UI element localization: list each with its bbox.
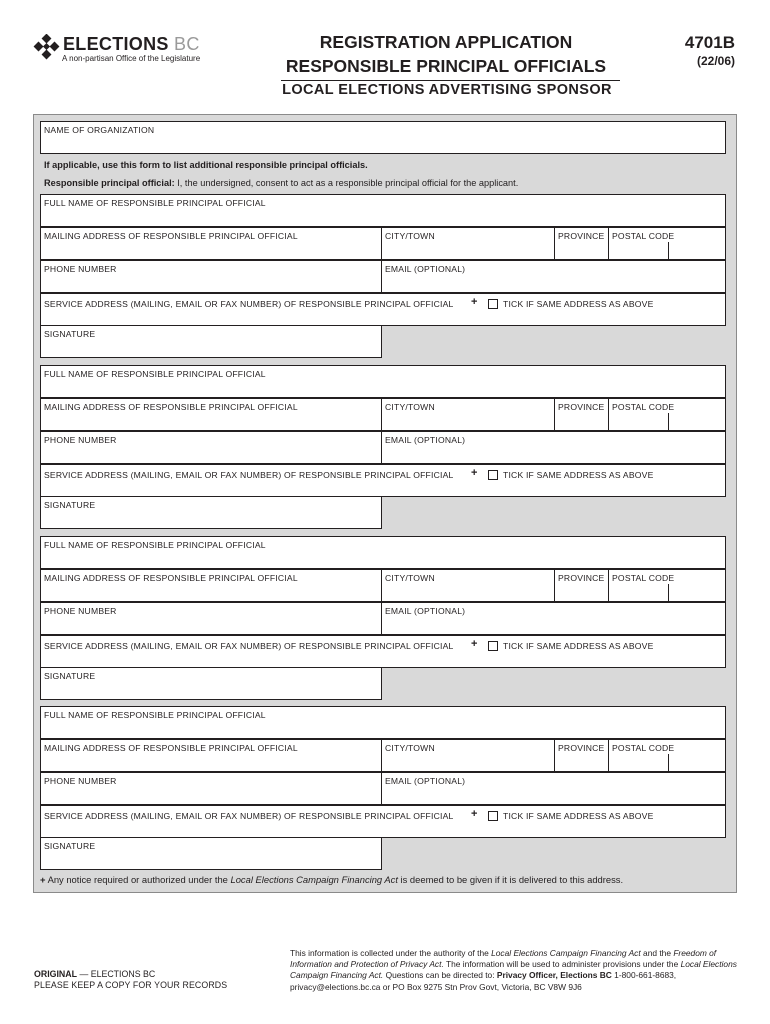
official-2-tick-label: TICK IF SAME ADDRESS AS ABOVE <box>503 470 654 480</box>
privacy-act-2: Freedom of Information and Protection of Privacy Act. <box>290 948 717 970</box>
privacy-act-1: Local Elections Campaign Financing Act <box>491 948 641 958</box>
official-2-same-address-checkbox[interactable] <box>488 470 498 480</box>
privacy-text-3: The information will be used to administer provisions under the <box>443 959 681 970</box>
official-3-signature-label: SIGNATURE <box>44 671 96 681</box>
form-date: (22/06) <box>696 54 735 68</box>
official-3-phone-row <box>40 602 726 635</box>
logo-bc: BC <box>174 34 200 54</box>
official-2-service-plus: + <box>471 467 478 479</box>
official-1-mailing-label: MAILING ADDRESS OF RESPONSIBLE PRINCIPAL OFFICIAL <box>44 231 298 241</box>
official-4-phone-row <box>40 772 726 805</box>
official-4-postal-split <box>668 754 669 771</box>
official-2-postal-split <box>668 413 669 430</box>
official-1-same-address-checkbox[interactable] <box>488 299 498 309</box>
logo-subtitle: A non-partisan Office of the Legislature <box>62 54 201 63</box>
notice-after: is deemed to be given if it is delivered to this address. <box>397 874 624 885</box>
notice-plus: + <box>40 874 46 885</box>
official-1-divider-city <box>381 228 382 259</box>
official-1-divider-province <box>554 228 555 259</box>
official-3-divider-province <box>554 570 555 601</box>
official-3-province-label: PROVINCE <box>558 573 605 583</box>
privacy-text-5: 1-800-661-8683, privacy@elections.bc.ca or PO Box 9275 Stn Prov Govt, Victoria, BC V8W 9J6 <box>290 970 677 992</box>
official-2-signature-field[interactable] <box>40 496 382 529</box>
official-2-phone-label: PHONE NUMBER <box>44 435 117 445</box>
official-4-mailing-row <box>40 739 726 772</box>
official-4-full-name-label: FULL NAME OF RESPONSIBLE PRINCIPAL OFFICIAL <box>44 710 266 720</box>
official-3-full-name-field[interactable] <box>40 536 726 569</box>
official-1-signature-field[interactable] <box>40 325 382 358</box>
official-4-divider-postal <box>608 740 609 771</box>
official-3-mailing-label: MAILING ADDRESS OF RESPONSIBLE PRINCIPAL OFFICIAL <box>44 573 298 583</box>
notice-before: Any notice required or authorized under the <box>45 874 231 885</box>
notice-act: Local Elections Campaign Financing Act <box>230 874 398 885</box>
official-4-full-name-field[interactable] <box>40 706 726 739</box>
official-3-tick-label: TICK IF SAME ADDRESS AS ABOVE <box>503 641 654 651</box>
privacy-text-4: Questions can be directed to: <box>383 970 497 981</box>
official-4-tick-label: TICK IF SAME ADDRESS AS ABOVE <box>503 811 654 821</box>
form-title-line2: RESPONSIBLE PRINCIPAL OFFICIALS <box>285 56 607 76</box>
official-1-postal-split <box>668 242 669 259</box>
official-3-divider-email <box>381 603 382 634</box>
official-2-full-name-label: FULL NAME OF RESPONSIBLE PRINCIPAL OFFICIAL <box>44 369 266 379</box>
official-4-mailing-label: MAILING ADDRESS OF RESPONSIBLE PRINCIPAL OFFICIAL <box>44 743 298 753</box>
official-1-signature-label: SIGNATURE <box>44 329 96 339</box>
official-1-phone-label: PHONE NUMBER <box>44 264 117 274</box>
official-4-service-label: SERVICE ADDRESS (MAILING, EMAIL OR FAX NUMBER) OF RESPONSIBLE PRINCIPAL OFFICIAL <box>44 811 454 821</box>
official-2-full-name-field[interactable] <box>40 365 726 398</box>
official-1-mailing-row <box>40 227 726 260</box>
footer-original-bold: ORIGINAL <box>34 969 78 979</box>
official-4-divider-email <box>381 773 382 804</box>
logo-mark-icon <box>33 34 61 62</box>
official-1-tick-label: TICK IF SAME ADDRESS AS ABOVE <box>503 299 654 309</box>
instruction-line1: If applicable, use this form to list additional responsible principal officials. <box>44 160 368 170</box>
official-2-phone-row <box>40 431 726 464</box>
privacy-contact: Privacy Officer, Elections BC <box>496 970 612 981</box>
notice-text <box>40 874 623 885</box>
official-1-full-name-label: FULL NAME OF RESPONSIBLE PRINCIPAL OFFICIAL <box>44 198 266 208</box>
official-4-same-address-checkbox[interactable] <box>488 811 498 821</box>
privacy-act-3: Local Elections Campaign Financing Act. <box>290 959 737 981</box>
official-3-postal-label: POSTAL CODE <box>612 573 675 583</box>
official-3-phone-label: PHONE NUMBER <box>44 606 117 616</box>
official-1-phone-row <box>40 260 726 293</box>
official-1-service-address-field[interactable] <box>40 293 726 326</box>
official-2-mailing-label: MAILING ADDRESS OF RESPONSIBLE PRINCIPAL OFFICIAL <box>44 402 298 412</box>
instruction-rest: I, the undersigned, consent to act as a responsible principal official for the applicant. <box>174 178 519 188</box>
official-3-full-name-label: FULL NAME OF RESPONSIBLE PRINCIPAL OFFICIAL <box>44 540 266 550</box>
official-2-divider-city <box>381 399 382 430</box>
official-4-city-label: CITY/TOWN <box>385 743 435 753</box>
official-4-service-plus: + <box>471 808 478 820</box>
official-2-mailing-row <box>40 398 726 431</box>
official-4-signature-field[interactable] <box>40 837 382 870</box>
official-2-province-label: PROVINCE <box>558 402 605 412</box>
organization-name-label: NAME OF ORGANIZATION <box>44 125 155 135</box>
footer-original-rest: — ELECTIONS BC <box>77 969 156 979</box>
official-3-divider-postal <box>608 570 609 601</box>
official-2-service-label: SERVICE ADDRESS (MAILING, EMAIL OR FAX NUMBER) OF RESPONSIBLE PRINCIPAL OFFICIAL <box>44 470 454 480</box>
official-3-mailing-row <box>40 569 726 602</box>
official-2-divider-province <box>554 399 555 430</box>
official-3-email-label: EMAIL (OPTIONAL) <box>385 606 466 616</box>
official-2-postal-label: POSTAL CODE <box>612 402 675 412</box>
official-4-province-label: PROVINCE <box>558 743 605 753</box>
organization-name-field[interactable] <box>40 121 726 154</box>
official-2-service-address-field[interactable] <box>40 464 726 497</box>
privacy-text-2: and the <box>640 948 674 958</box>
title-underline <box>281 80 620 81</box>
form-subtitle: LOCAL ELECTIONS ADVERTISING SPONSOR <box>282 82 612 98</box>
official-3-divider-city <box>381 570 382 601</box>
form-number: 4701B <box>684 33 735 52</box>
logo-word: ELECTIONS <box>63 34 169 54</box>
official-1-full-name-field[interactable] <box>40 194 726 227</box>
official-1-divider-email <box>381 261 382 292</box>
official-4-phone-label: PHONE NUMBER <box>44 776 117 786</box>
form-title-line1: REGISTRATION APPLICATION <box>319 32 573 52</box>
privacy-notice <box>290 948 740 993</box>
official-2-signature-label: SIGNATURE <box>44 500 96 510</box>
official-3-signature-field[interactable] <box>40 667 382 700</box>
official-3-service-plus: + <box>471 638 478 650</box>
official-4-service-address-field[interactable] <box>40 805 726 838</box>
instruction-bold: Responsible principal official: <box>44 178 175 188</box>
elections-bc-logo <box>33 32 223 72</box>
footer-original <box>34 969 155 979</box>
official-2-email-label: EMAIL (OPTIONAL) <box>385 435 466 445</box>
instruction-line2 <box>44 178 518 188</box>
official-1-province-label: PROVINCE <box>558 231 605 241</box>
official-1-divider-postal <box>608 228 609 259</box>
official-3-service-address-field[interactable] <box>40 635 726 668</box>
official-4-divider-province <box>554 740 555 771</box>
official-4-email-label: EMAIL (OPTIONAL) <box>385 776 466 786</box>
official-1-service-plus: + <box>471 296 478 308</box>
official-3-service-label: SERVICE ADDRESS (MAILING, EMAIL OR FAX NUMBER) OF RESPONSIBLE PRINCIPAL OFFICIAL <box>44 641 454 651</box>
footer-keep-copy: PLEASE KEEP A COPY FOR YOUR RECORDS <box>34 980 228 990</box>
official-2-divider-postal <box>608 399 609 430</box>
official-4-divider-city <box>381 740 382 771</box>
official-4-signature-label: SIGNATURE <box>44 841 96 851</box>
official-3-city-label: CITY/TOWN <box>385 573 435 583</box>
official-2-city-label: CITY/TOWN <box>385 402 435 412</box>
official-3-postal-split <box>668 584 669 601</box>
official-4-postal-label: POSTAL CODE <box>612 743 675 753</box>
official-1-service-label: SERVICE ADDRESS (MAILING, EMAIL OR FAX NUMBER) OF RESPONSIBLE PRINCIPAL OFFICIAL <box>44 299 454 309</box>
official-1-email-label: EMAIL (OPTIONAL) <box>385 264 466 274</box>
privacy-text-1: This information is collected under the authority of the <box>290 948 492 958</box>
official-2-divider-email <box>381 432 382 463</box>
official-3-same-address-checkbox[interactable] <box>488 641 498 651</box>
official-1-postal-label: POSTAL CODE <box>612 231 675 241</box>
official-1-city-label: CITY/TOWN <box>385 231 435 241</box>
